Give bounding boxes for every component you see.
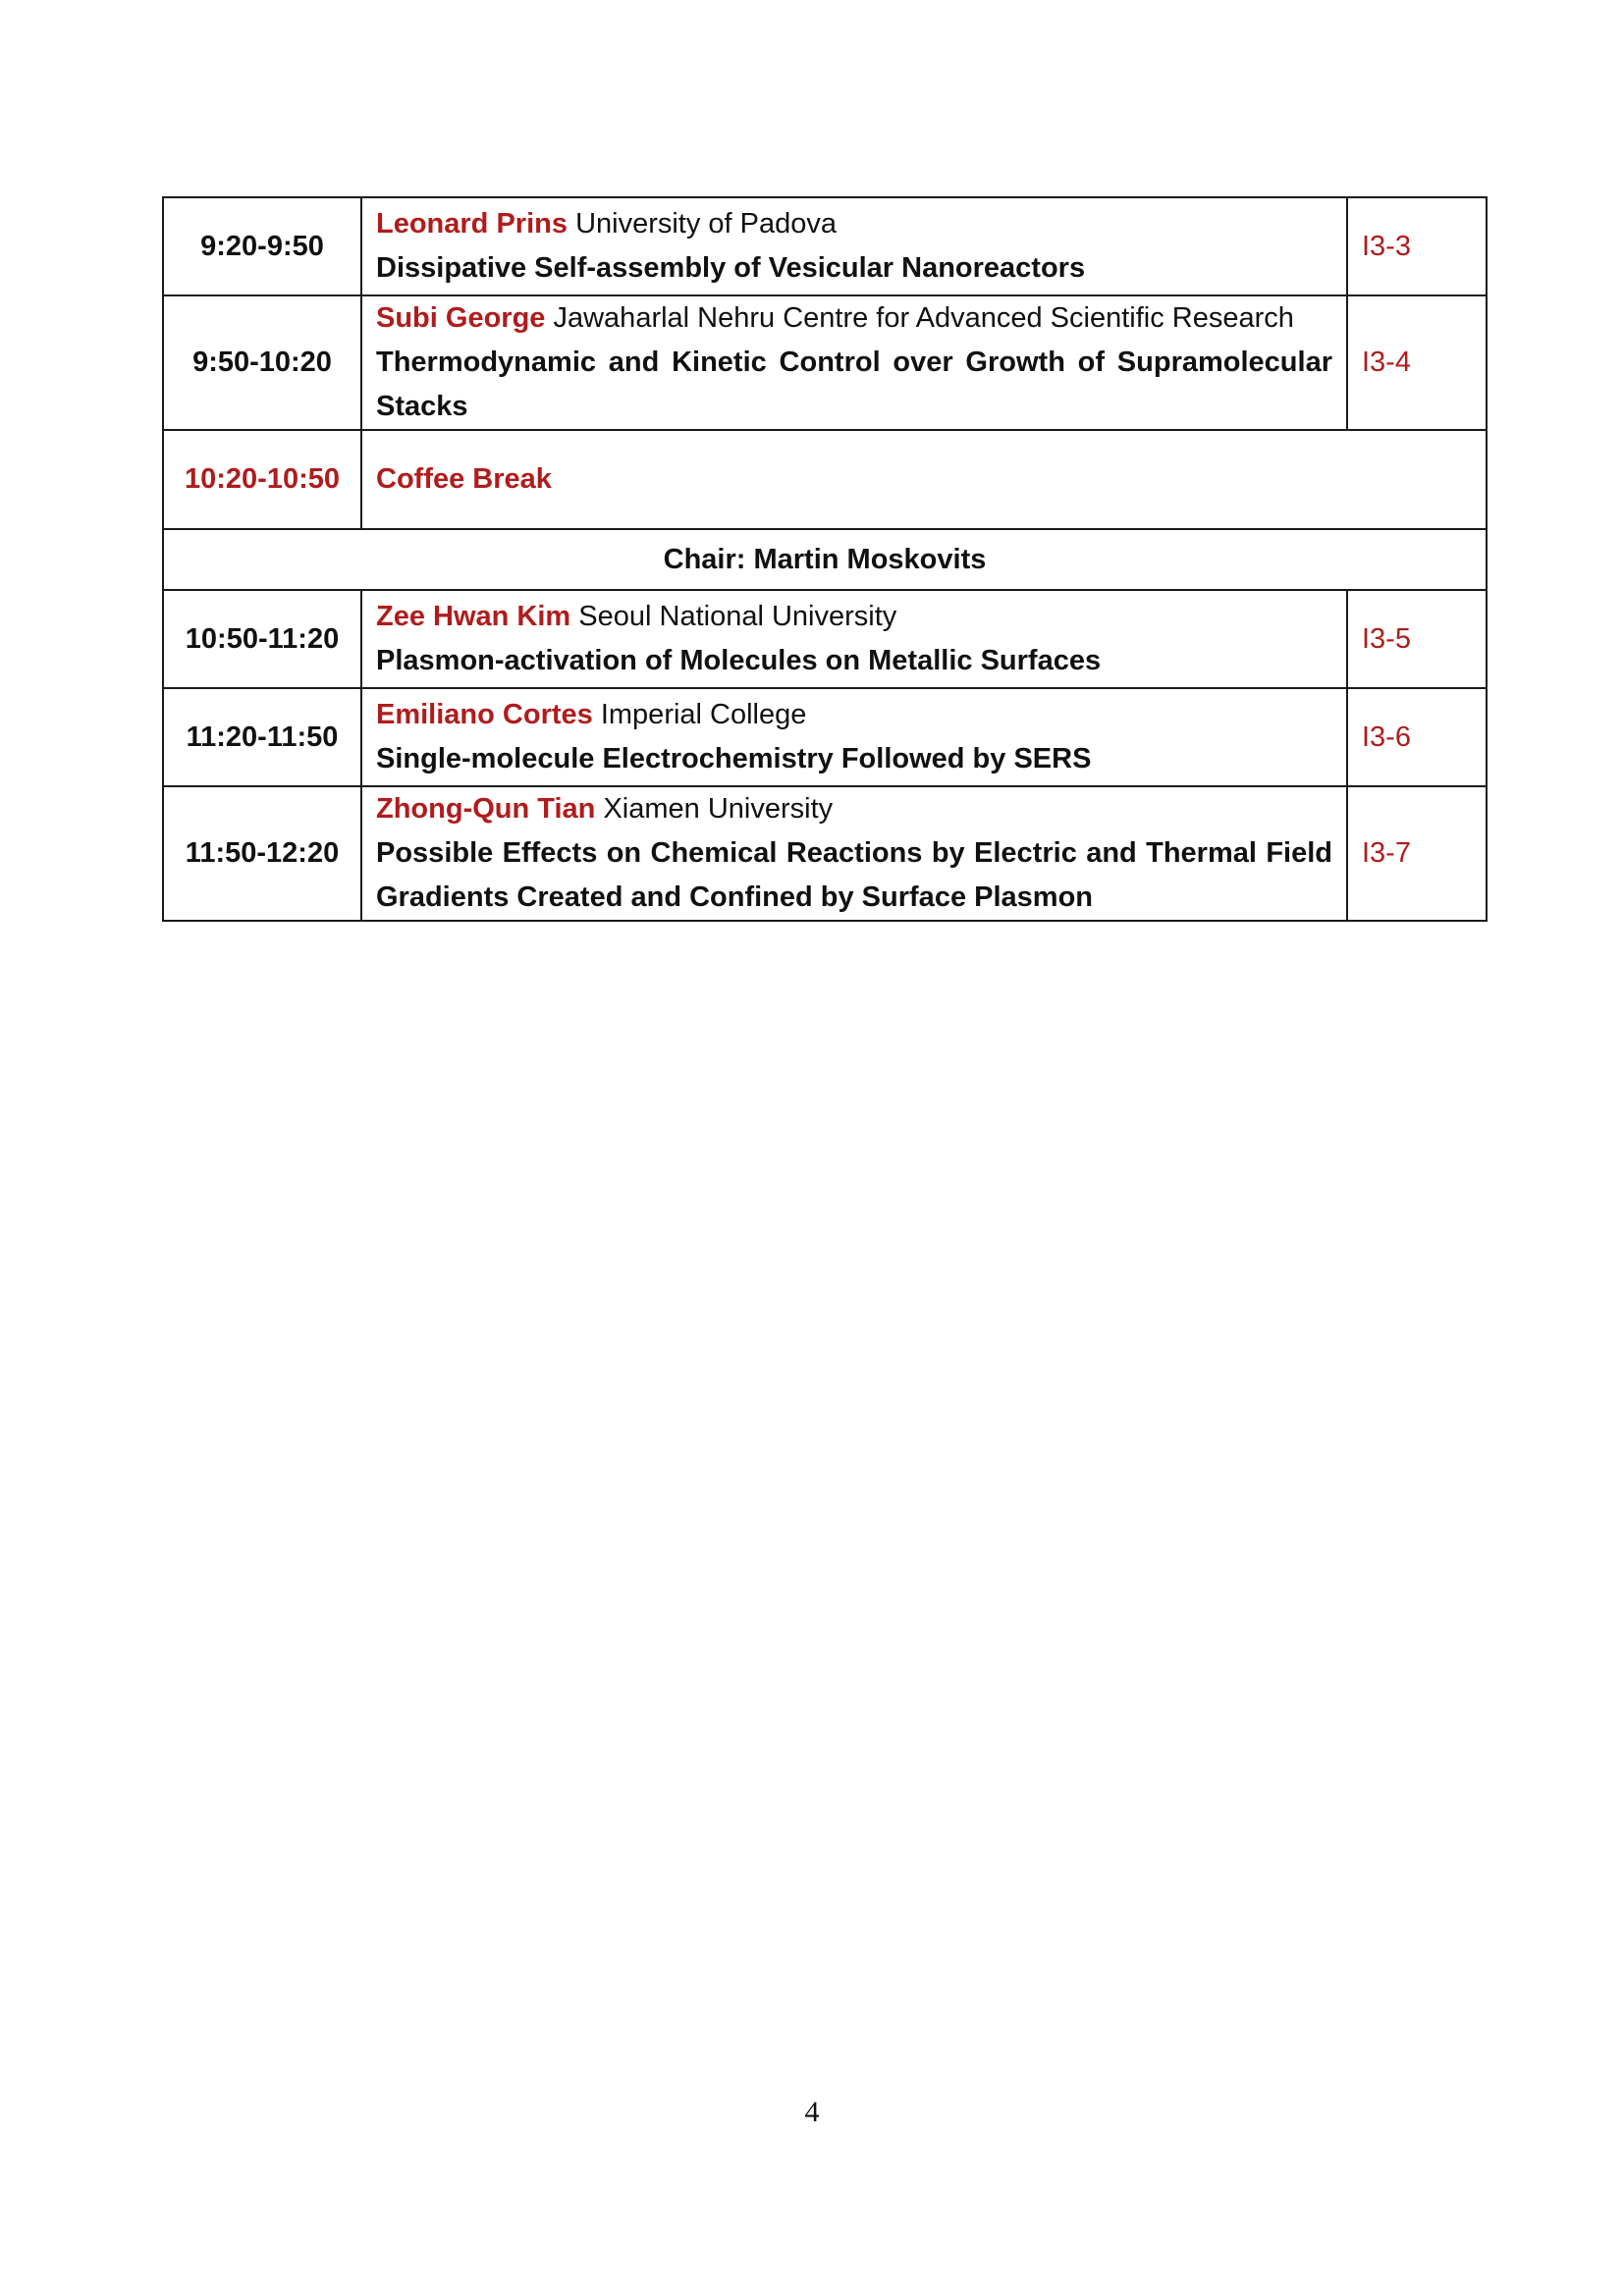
table-row-chair	[163, 529, 1487, 590]
talk-title: Plasmon-activation of Molecules on Metallic Surfaces	[376, 645, 1102, 676]
speaker-name: Subi George	[376, 302, 546, 334]
speaker-affiliation: University of Padova	[575, 208, 838, 240]
speaker-affiliation: Jawaharlal Nehru Centre for Advanced Scientific Research	[553, 302, 1294, 334]
table-row	[163, 197, 1487, 295]
talk-title: Possible Effects on Chemical Reactions by Electric and Thermal Field Gradients Created and Confined by Surface Plasmon	[376, 837, 1332, 913]
speaker-name: Zhong-Qun Tian	[376, 793, 596, 825]
talk-title: Dissipative Self-assembly of Vesicular Nanoreactors	[376, 252, 1086, 284]
speaker-name: Emiliano Cortes	[376, 699, 593, 730]
talk-code: I3-5	[1347, 590, 1487, 688]
table-row	[163, 688, 1487, 786]
break-cell	[361, 430, 1487, 529]
talk-cell	[361, 197, 1347, 295]
break-time: 10:20-10:50	[163, 430, 361, 529]
talk-cell	[361, 590, 1347, 688]
session-time: 9:50-10:20	[163, 295, 361, 430]
talk-code: I3-7	[1347, 786, 1487, 921]
page-number: 4	[804, 2096, 820, 2128]
session-chair: Chair: Martin Moskovits	[163, 529, 1487, 590]
talk-title: Thermodynamic and Kinetic Control over Growth of Supramolecular Stacks	[376, 347, 1332, 422]
table-row	[163, 786, 1487, 921]
talk-code: I3-3	[1347, 197, 1487, 295]
speaker-affiliation: Imperial College	[600, 699, 807, 730]
talk-code: I3-4	[1347, 295, 1487, 430]
talk-cell	[361, 295, 1347, 430]
table-row	[163, 295, 1487, 430]
session-time: 9:20-9:50	[163, 197, 361, 295]
table-row-break	[163, 430, 1487, 529]
talk-title: Single-molecule Electrochemistry Followed by SERS	[376, 743, 1092, 774]
speaker-name: Leonard Prins	[376, 208, 568, 240]
talk-cell	[361, 688, 1347, 786]
talk-code: I3-6	[1347, 688, 1487, 786]
session-time: 11:50-12:20	[163, 786, 361, 921]
program-table	[162, 196, 1488, 922]
session-time: 11:20-11:50	[163, 688, 361, 786]
break-label: Coffee Break	[376, 463, 552, 495]
talk-cell	[361, 786, 1347, 921]
speaker-name: Zee Hwan Kim	[376, 601, 571, 632]
session-time: 10:50-11:20	[163, 590, 361, 688]
speaker-affiliation: Seoul National University	[578, 601, 897, 632]
table-row	[163, 590, 1487, 688]
speaker-affiliation: Xiamen University	[603, 793, 834, 825]
